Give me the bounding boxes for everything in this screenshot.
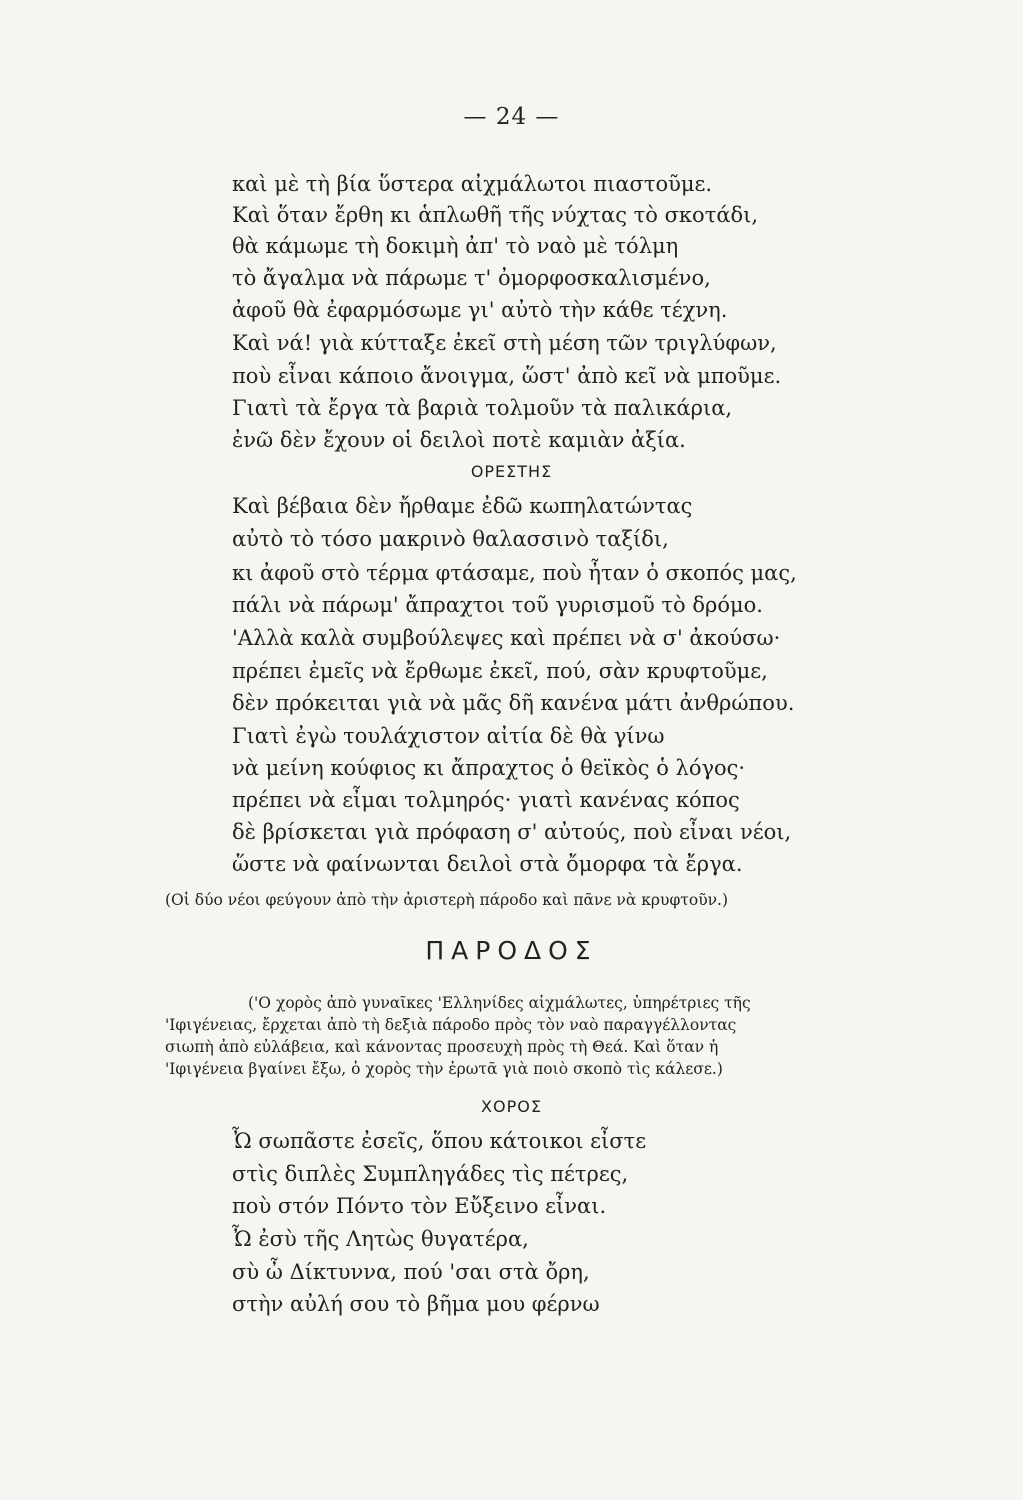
verse-line: πρέπει νὰ εἶμαι τολμηρός· γιατὶ κανένας κόπος (232, 788, 740, 812)
verse-line: πρέπει ἐμεῖς νὰ ἔρθωμε ἐκεῖ, πού, σὰν κρυφτοῦμε, (232, 659, 768, 683)
verse-line: νὰ μείνη κούφιος κι ἄπραχτος ὁ θεϊκὸς ὁ λόγος· (232, 756, 746, 780)
verse-line: Καὶ βέβαια δὲν ἤρθαμε ἐδῶ κωπηλατώντας (232, 494, 693, 518)
verse-line: σὺ ὦ Δίκτυννα, πού 'σαι στὰ ὄρη, (232, 1260, 590, 1284)
verse-line: στὶς διπλὲς Συμπληγάδες τὶς πέτρες, (232, 1162, 629, 1186)
stage-direction-line: ('Ο χορὸς ἀπὸ γυναῖκες 'Ελληνίδες αἰχμάλωτες, ὑπηρέτριες τῆς (248, 994, 751, 1012)
verse-line: Γιατὶ τὰ ἔργα τὰ βαριὰ τολμοῦν τὰ παλικάρια, (232, 396, 733, 420)
verse-line: κι ἀφοῦ στὸ τέρμα φτάσαμε, ποὺ ἦταν ὁ σκοπός μας, (232, 561, 797, 585)
verse-line: ποὺ εἶναι κάποιο ἄνοιγμα, ὥστ' ἀπὸ κεῖ νὰ μποῦμε. (232, 364, 782, 388)
verse-line: δὲ βρίσκεται γιὰ πρόφαση σ' αὐτούς, ποὺ εἶναι νέοι, (232, 820, 792, 844)
verse-line: ὥστε νὰ φαίνωνται δειλοὶ στὰ ὄμορφα τὰ ἔργα. (232, 852, 743, 876)
verse-line: 'Αλλὰ καλὰ συμβούλεψες καὶ πρέπει νὰ σ' ἀκούσω· (232, 626, 781, 650)
section-title: ΠΑΡΟΔΟΣ (425, 936, 598, 965)
speaker-name: ΟΡΕΣΤΗΣ (470, 462, 553, 481)
verse-line: Ὦ ἐσὺ τῆς Λητὼς θυγατέρα, (232, 1227, 529, 1251)
verse-line: Καὶ ὅταν ἔρθη κι ἁπλωθῆ τῆς νύχτας τὸ σκοτάδι, (232, 203, 759, 227)
verse-line: Καὶ νά! γιὰ κύτταξε ἐκεῖ στὴ μέση τῶν τριγλύφων, (232, 331, 777, 355)
verse-line: ἀφοῦ θὰ ἐφαρμόσωμε γι' αὐτὸ τὴν κάθε τέχνη. (232, 298, 728, 322)
stage-direction: (Οἱ δύο νέοι φεύγουν ἀπὸ τὴν ἀριστερὴ πάροδο καὶ πᾶνε νὰ κρυφτοῦν.) (165, 891, 729, 909)
speaker-name: ΧΟΡΟΣ (481, 1097, 542, 1116)
verse-line: θὰ κάμωμε τὴ δοκιμὴ ἀπ' τὸ ναὸ μὲ τόλμη (232, 234, 679, 258)
stage-direction-line: 'Ιφιγένειας, ἔρχεται ἀπὸ τὴ δεξιὰ πάροδο πρὸς τὸν ναὸ παραγγέλλοντας (165, 1016, 737, 1034)
stage-direction-line: 'Ιφιγένεια βγαίνει ἔξω, ὁ χορὸς τὴν ἐρωτᾶ γιὰ ποιὸ σκοπὸ τὶς κάλεσε.) (165, 1060, 723, 1078)
verse-line: αὐτὸ τὸ τόσο μακρινὸ θαλασσινὸ ταξίδι, (232, 527, 669, 551)
verse-line: ποὺ στόν Πόντο τὸν Εὔξεινο εἶναι. (232, 1194, 607, 1218)
verse-line: πάλι νὰ πάρωμ' ἄπραχτοι τοῦ γυρισμοῦ τὸ δρόμο. (232, 593, 763, 617)
verse-line: καὶ μὲ τὴ βία ὕστερα αἰχμάλωτοι πιαστοῦμε. (232, 172, 713, 196)
stage-direction-line: σιωπὴ ἀπὸ εὐλάβεια, καὶ κάνοντας προσευχὴ πρὸς τὴ Θεά. Καὶ ὅταν ἡ (165, 1038, 719, 1056)
verse-line: δὲν πρόκειται γιὰ νὰ μᾶς δῆ κανένα μάτι ἀνθρώπου. (232, 691, 795, 715)
verse-line: Ὦ σωπᾶστε ἐσεῖς, ὅπου κάτοικοι εἶστε (232, 1129, 647, 1153)
verse-line: Γιατὶ ἐγὼ τουλάχιστον αἰτία δὲ θὰ γίνω (232, 724, 665, 748)
verse-line: στὴν αὐλή σου τὸ βῆμα μου φέρνω (232, 1292, 600, 1316)
verse-line: τὸ ἄγαλμα νὰ πάρωμε τ' ὀμορφοσκαλισμένο, (232, 266, 711, 290)
verse-line: ἐνῶ δὲν ἔχουν οἱ δειλοὶ ποτὲ καμιὰν ἀξία. (232, 428, 686, 452)
page-number: — 24 — (463, 104, 560, 130)
